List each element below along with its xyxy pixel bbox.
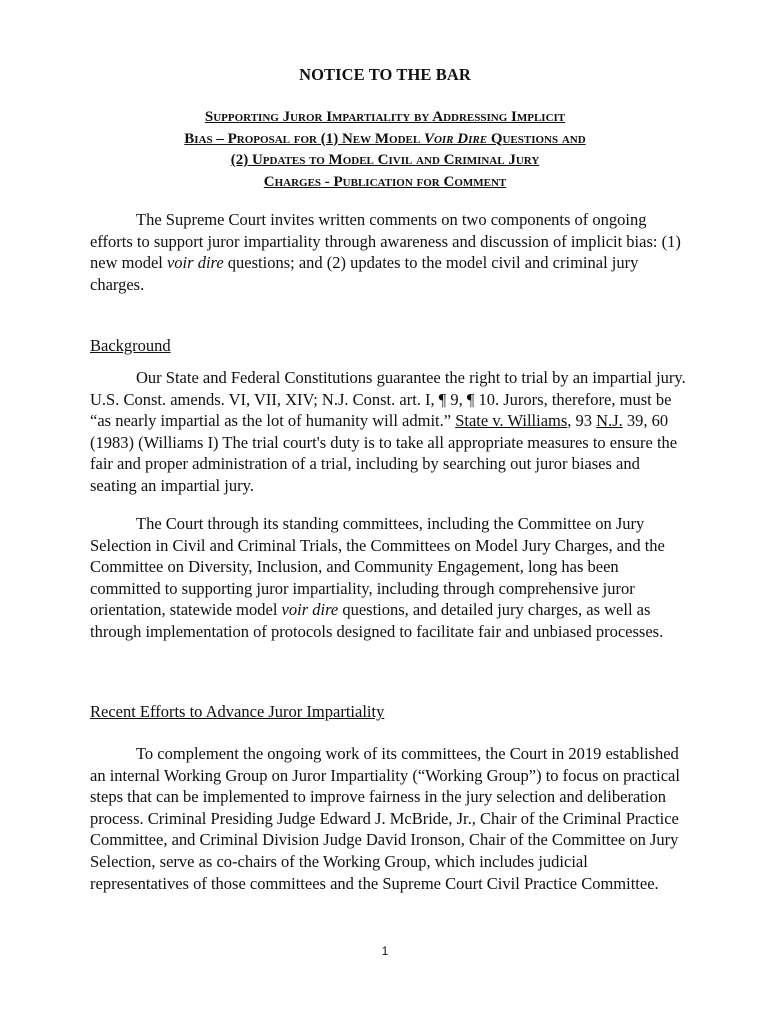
subtitle-line-2a: Bias – Proposal for (1) New Model: [184, 130, 424, 147]
background-p2-text-c: questions, and detailed jury charges, as well as through implementation of protocols designed to facilitate fair and unbiased processes.: [90, 600, 664, 641]
recent-efforts-paragraph: [90, 743, 690, 894]
intro-paragraph: [90, 209, 690, 295]
case-citation: State v. Williams: [455, 411, 568, 431]
reporter-citation: N.J.: [596, 411, 623, 431]
subtitle-line-1: Supporting Juror Impartiality by Addressing Implicit: [204, 109, 566, 125]
intro-voir-dire: voir dire: [166, 253, 224, 273]
notice-title: NOTICE TO THE BAR: [299, 65, 471, 84]
background-p1-text-b: , 93: [567, 411, 597, 431]
page-number: 1: [381, 944, 389, 958]
recent-efforts-heading: Recent Efforts to Advance Juror Impartiality: [90, 702, 385, 721]
background-paragraph-2: [90, 513, 690, 643]
subtitle-line-2c: Questions and: [487, 130, 586, 147]
recent-efforts-text: To complement the ongoing work of its committees, the Court in 2019 established an internal Working Group on Juror Impartiality (“Working Group”) to focus on practical steps that can be implemented to improve fairness in the jury selection and deliberation process. Criminal Presiding Judge Edward J. McBride, Jr., Chair of the Criminal Practice Committee, and Criminal Division Judge David Ironson, Chair of the Committee on Jury Selection, serve as co-chairs of the Working Group, which includes judicial representatives of those committees and the Supreme Court Civil Practice Committee.: [90, 744, 680, 893]
background-voir-dire: voir dire: [281, 600, 339, 620]
subtitle-line-3: (2) Updates to Model Civil and Criminal Jury: [230, 152, 540, 168]
background-p1-text-a: Our State and Federal Constitutions guarantee the right to trial by an impartial jury. U.S. Const. amends. VI, VII, XIV; N.J. Const. art. I, ¶ 9, ¶ 10. Jurors, therefore, must be “as nearly impartial as the lot of humanity will admit.”: [90, 368, 686, 431]
background-p1-text-c: 39, 60 (1983) (Williams I) The trial court's duty is to take all appropriate measures to ensure the fair and proper administration of a trial, including by searching out juror biases and seating an impartial jury.: [90, 411, 678, 495]
intro-text-c: questions; and (2) updates to the model civil and criminal jury charges.: [90, 253, 639, 294]
intro-text-a: The Supreme Court invites written comments on two components of ongoing efforts to support juror impartiality through awareness and discussion of implicit bias: (1) new model: [90, 210, 681, 273]
background-heading: Background: [90, 336, 171, 355]
background-p2-text-a: The Court through its standing committees, including the Committee on Jury Selection in Civil and Criminal Trials, the Committees on Model Jury Charges, and the Committee on Diversity, Inclusion, and Community Engagement, long has been committed to supporting juror impartiality, including through comprehensive juror orientation, statewide model: [90, 514, 665, 620]
subtitle-line-4: Charges - Publication for Comment: [263, 173, 507, 190]
subtitle-voir-dire: Voir Dire: [423, 130, 488, 147]
notice-subtitle: [0, 107, 770, 193]
background-paragraph-1: [90, 367, 690, 497]
